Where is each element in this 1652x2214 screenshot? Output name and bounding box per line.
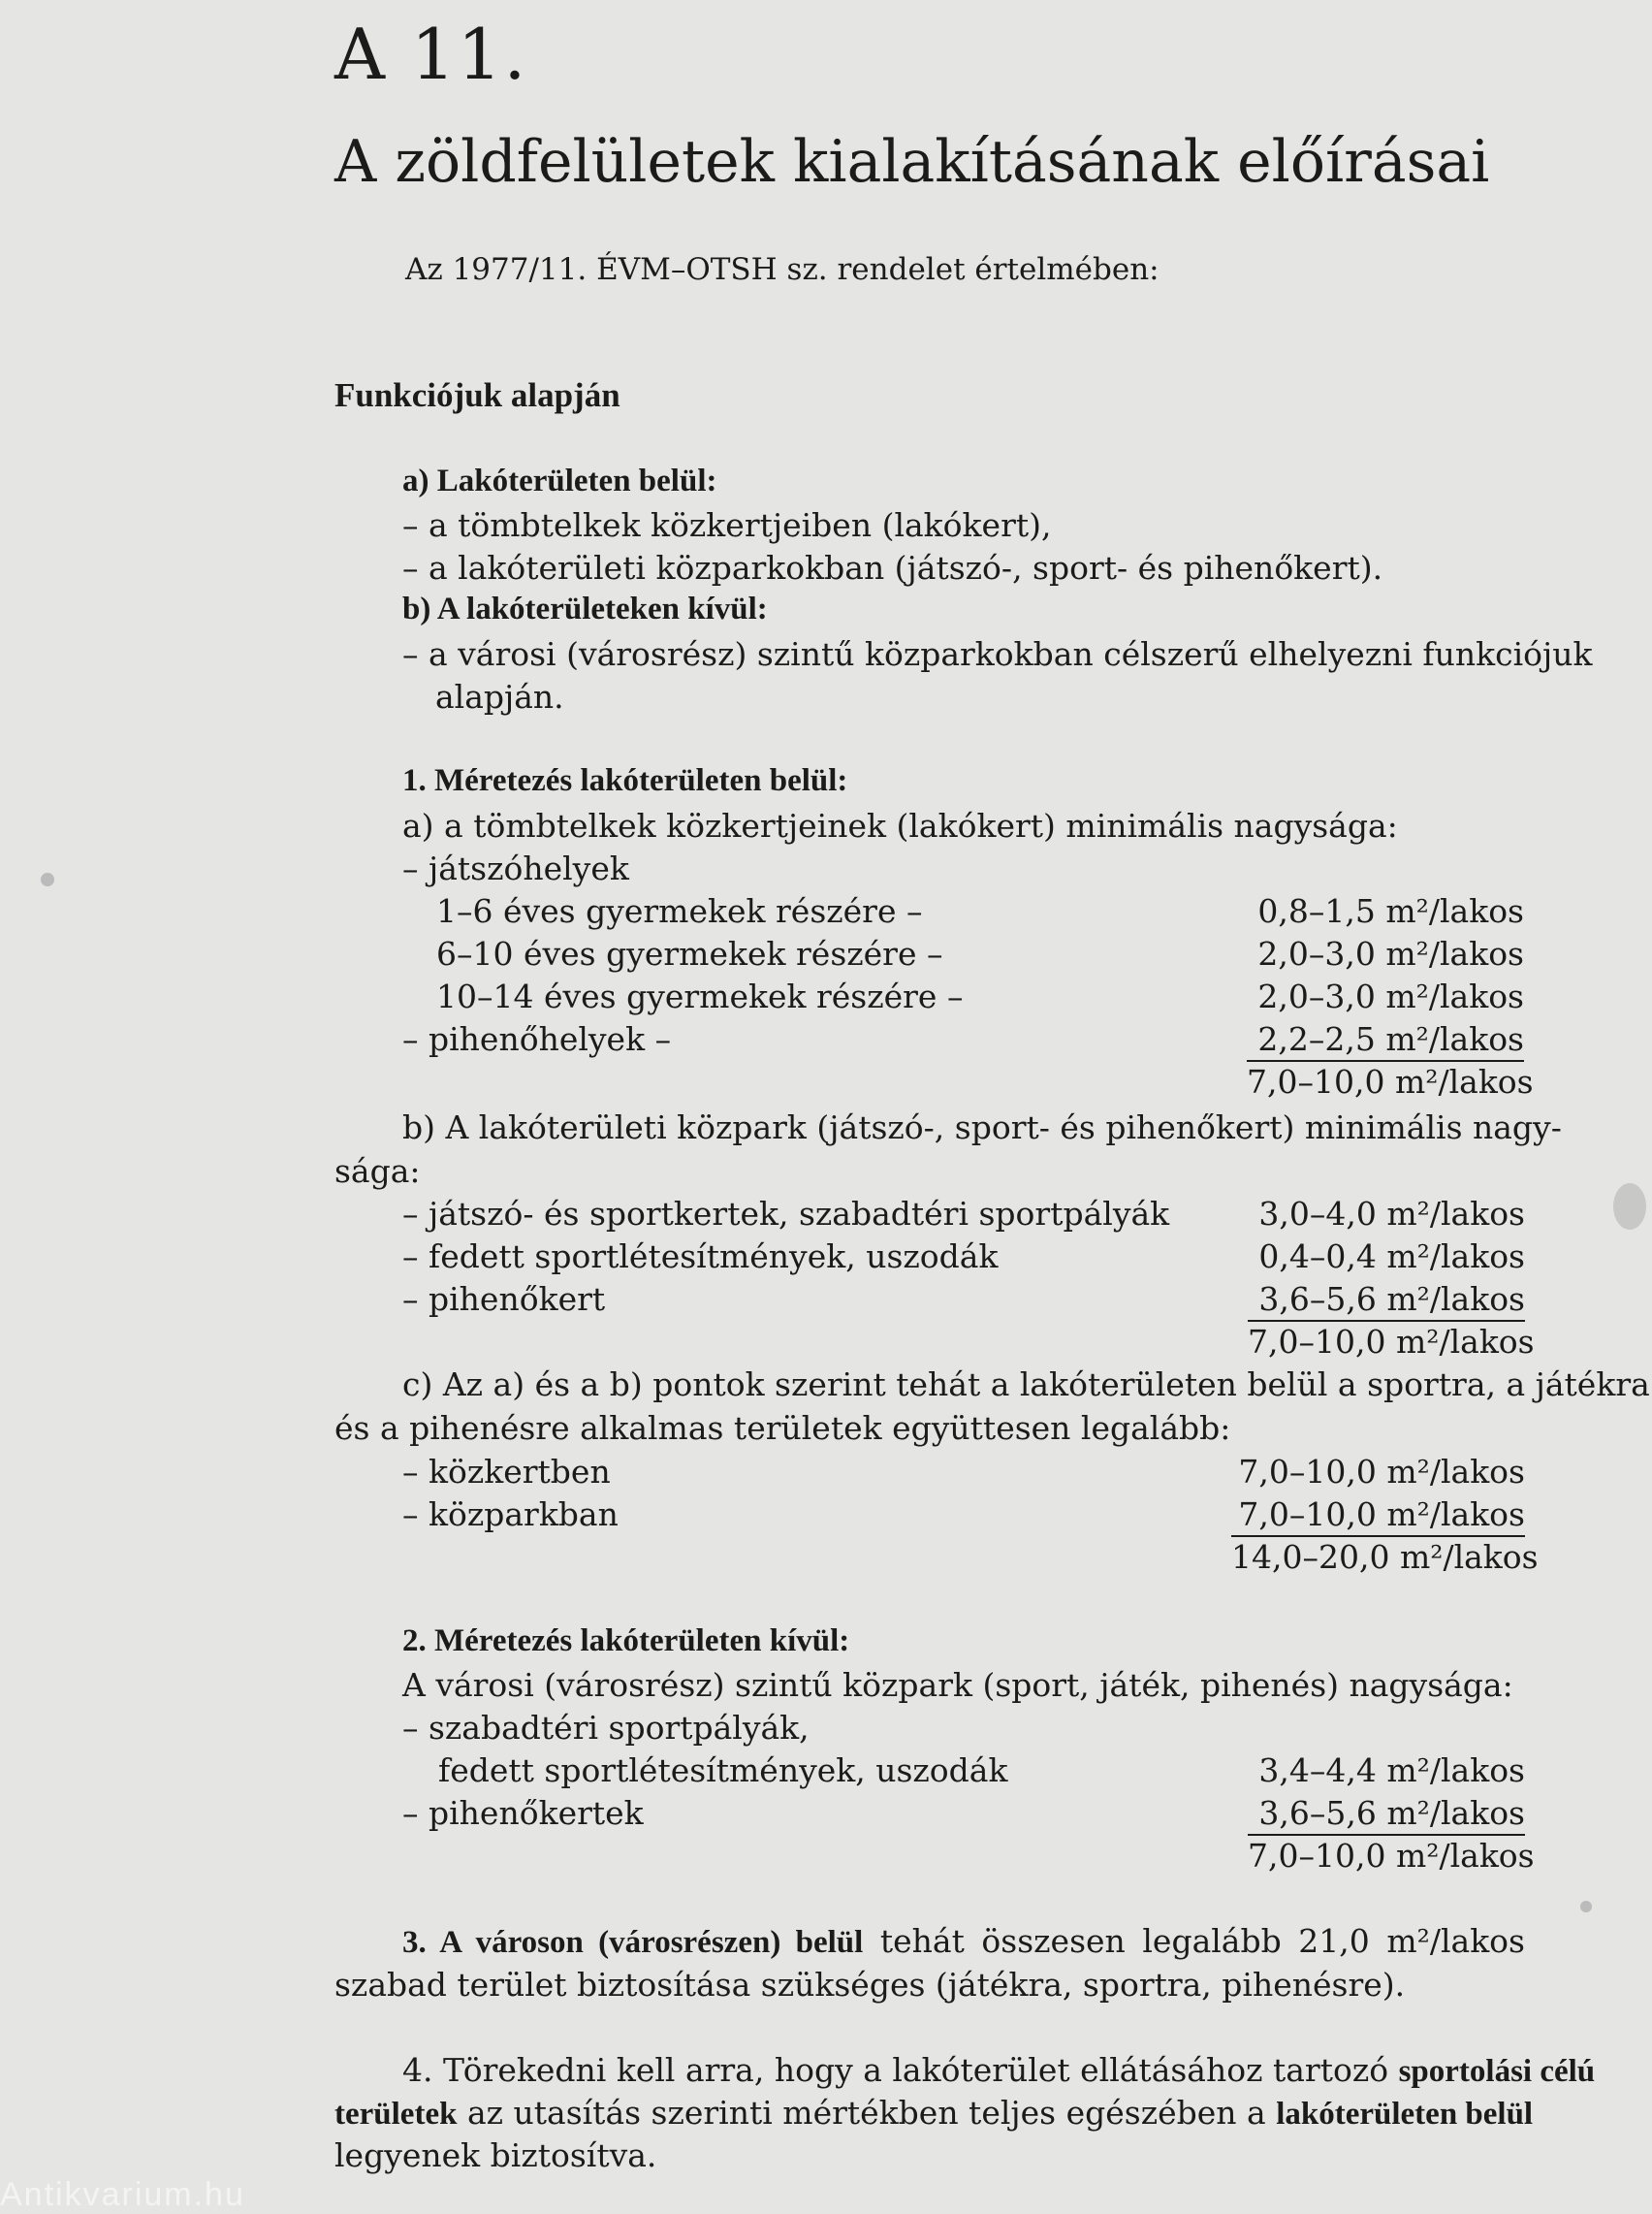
paragraph-continuation: sága:	[334, 1152, 421, 1190]
bold-text: területek	[334, 2097, 458, 2132]
paper-speck	[1613, 1183, 1646, 1230]
paragraph-3	[402, 1922, 1525, 1961]
table-row-value: 3,0–4,0 m²/lakos	[1258, 1195, 1525, 1233]
table-row-label: 6–10 éves gyermekek részére –	[436, 935, 943, 973]
table-row-label: – fedett sportlétesítmények, uszodák	[402, 1237, 999, 1275]
paragraph-continuation: szabad terület biztosítása szükséges (játékra, sportra, pihenésre).	[334, 1966, 1406, 2004]
table-row-value	[1248, 1280, 1525, 1322]
section-heading-functional: Funkciójuk alapján	[334, 376, 620, 414]
paragraph-1c: c) Az a) és a b) pontok szerint tehát a lakóterületen belül a sportra, a játékra	[402, 1365, 1650, 1403]
table-row-value: 3,4–4,4 m²/lakos	[1258, 1751, 1525, 1789]
table-row-label: 10–14 éves gyermekek részére –	[436, 978, 964, 1015]
list-item-continuation: alapján.	[435, 678, 564, 716]
table-row-label: – közkertben	[402, 1453, 611, 1491]
paper-speck	[1580, 1901, 1592, 1912]
underlined-value: 3,6–5,6 m²/lakos	[1248, 1280, 1525, 1322]
paragraph-1a: a) a tömbtelkek közkertjeinek (lakókert) minimális nagysága:	[402, 807, 1398, 845]
table-row-value: 0,4–0,4 m²/lakos	[1258, 1237, 1525, 1275]
appendix-number: A 11.	[334, 14, 528, 95]
total-2: 7,0–10,0 m²/lakos	[1248, 1837, 1535, 1875]
paragraph-1b: b) A lakóterületi közpark (játszó-, sport- és pihenőkert) minimális nagy-	[402, 1108, 1562, 1146]
paragraph-continuation	[334, 2094, 1534, 2133]
paragraph-2: A városi (városrész) szintű közpark (sport, játék, pihenés) nagysága:	[402, 1666, 1513, 1704]
subheading-a: a) Lakóterületen belül:	[402, 464, 717, 498]
text: 4. Törekedni kell arra, hogy a lakóterület ellátásához tartozó	[402, 2051, 1389, 2089]
table-row-value	[1247, 1020, 1524, 1062]
subtotal-b: 7,0–10,0 m²/lakos	[1248, 1323, 1535, 1361]
table-row-label: – pihenőhelyek –	[402, 1020, 672, 1058]
underlined-value: 2,2–2,5 m²/lakos	[1247, 1020, 1524, 1062]
table-row-label: – játszó- és sportkertek, szabadtéri sportpályák	[402, 1195, 1170, 1233]
bold-text: sportolási célú	[1398, 2054, 1596, 2089]
paragraph-continuation: legyenek biztosítva.	[334, 2136, 657, 2174]
paragraph-continuation: és a pihenésre alkalmas területek együttesen legalább:	[334, 1409, 1231, 1447]
list-item: – játszóhelyek	[402, 850, 629, 887]
list-item: – szabadtéri sportpályák,	[402, 1709, 810, 1747]
table-row-value	[1248, 1794, 1525, 1836]
paragraph-4	[402, 2051, 1596, 2090]
underlined-value: 3,6–5,6 m²/lakos	[1248, 1794, 1525, 1836]
table-row-label: – közparkban	[402, 1495, 619, 1533]
table-row-value: 2,0–3,0 m²/lakos	[1257, 935, 1524, 973]
text: tehát összesen legalább 21,0 m²/lakos	[879, 1922, 1525, 1960]
list-item: – a lakóterületi közparkokban (játszó-, sport- és pihenőkert).	[402, 549, 1383, 587]
table-row-label: – pihenőkert	[402, 1280, 606, 1318]
table-row-value	[1231, 1495, 1525, 1537]
section-heading-2: 2. Méretezés lakóterületen kívül:	[402, 1623, 850, 1658]
table-row-value: 7,0–10,0 m²/lakos	[1238, 1453, 1525, 1491]
paper-speck	[41, 873, 54, 886]
subtotal-a: 7,0–10,0 m²/lakos	[1247, 1063, 1534, 1101]
list-item: – a városi (városrész) szintű közparkokban célszerű elhelyezni funkciójuk	[402, 635, 1593, 673]
list-item: – pihenőkertek	[402, 1794, 644, 1832]
section-heading-1: 1. Méretezés lakóterületen belül:	[402, 763, 848, 798]
text: az utasítás szerinti mértékben teljes egészében a	[466, 2094, 1266, 2132]
page-title: A zöldfelületek kialakításának előírásai	[334, 128, 1490, 196]
table-row-label: 1–6 éves gyermekek részére –	[436, 892, 923, 930]
subheading-b: b) A lakóterületeken kívül:	[402, 592, 768, 626]
underlined-value: 7,0–10,0 m²/lakos	[1231, 1495, 1525, 1537]
bold-lead: 3. A városon (városrészen) belül	[402, 1925, 864, 1960]
intro-line: Az 1977/11. ÉVM–OTSH sz. rendelet értelmében:	[405, 252, 1160, 287]
watermark: Antikvarium.hu	[0, 2176, 245, 2213]
table-row-value: 2,0–3,0 m²/lakos	[1257, 978, 1524, 1015]
table-row-value: 0,8–1,5 m²/lakos	[1257, 892, 1524, 930]
list-item-continuation: fedett sportlétesítmények, uszodák	[438, 1751, 1008, 1789]
total-c: 14,0–20,0 m²/lakos	[1231, 1538, 1539, 1576]
list-item: – a tömbtelkek közkertjeiben (lakókert),	[402, 506, 1052, 544]
bold-text: lakóterületen belül	[1276, 2097, 1534, 2132]
